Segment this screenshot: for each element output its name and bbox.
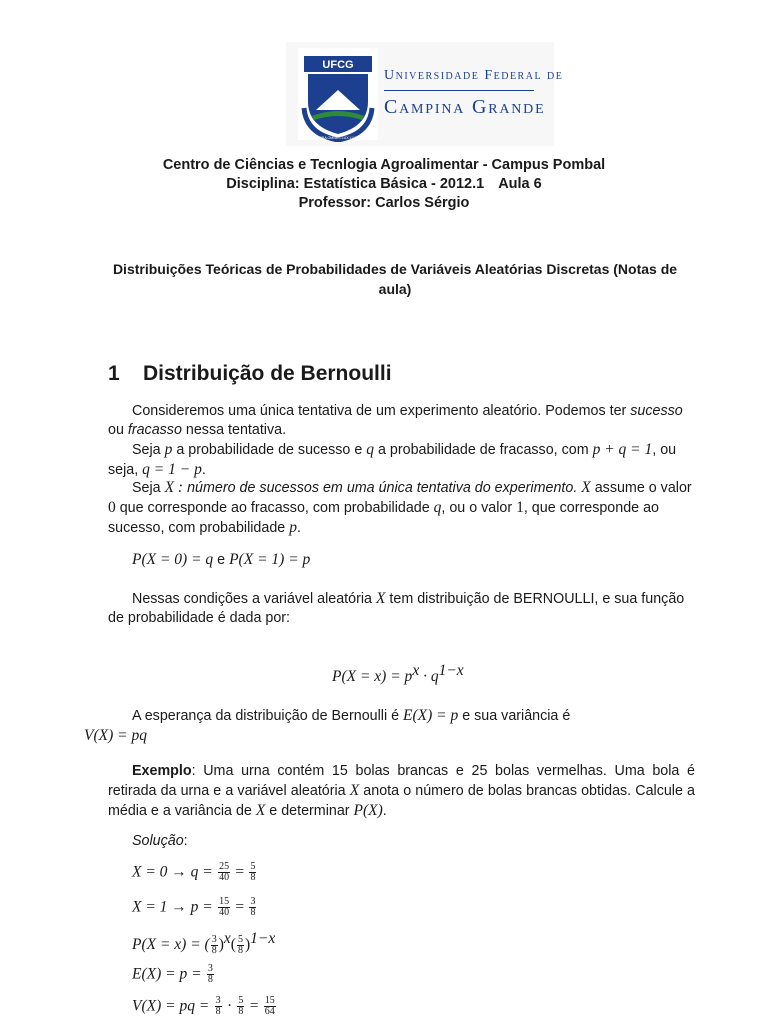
logo-line-2: Campina Grande [384, 96, 546, 118]
math: V(X) = pq = [132, 997, 210, 1015]
header-line-1: Centro de Ciências e Tecnlogia Agroalimentar - Campus Pombal [162, 157, 606, 173]
denominator: 8 [211, 944, 217, 956]
header-line-3: Professor: Carlos Sérgio [298, 195, 470, 211]
paragraph-definition-pq [108, 440, 695, 480]
header-aula: Aula 6 [498, 176, 542, 192]
section-heading [108, 362, 392, 386]
text: : Uma urna contém 15 bolas brancas e 25 bolas vermelhas. Uma bola é retirada da urna e a variável aleatória [108, 763, 695, 799]
math: · [226, 997, 233, 1015]
math: P(X = x) = ( [132, 936, 210, 954]
math: X = 0 → q = [132, 863, 213, 881]
text: , que corresponde ao sucesso, com probabilidade [108, 500, 659, 536]
header-discipline: Disciplina: Estatística Básica - 2012.1 [226, 176, 485, 192]
denominator: 40 [219, 907, 230, 918]
numerator: 3 [211, 933, 217, 945]
fraction [218, 897, 230, 918]
text: , ou seja, [108, 442, 677, 478]
math: P(X = 0) = q [132, 551, 214, 568]
numerator: 3 [207, 963, 213, 974]
denominator: 8 [237, 944, 243, 956]
fraction [207, 964, 214, 985]
math: X [375, 590, 386, 607]
text: A esperança da distribuição de Bernoulli é [132, 708, 404, 724]
solution-step-variance [132, 996, 277, 1017]
text: e [213, 552, 230, 568]
text: e determinar [265, 803, 354, 819]
math: = [235, 863, 245, 881]
fraction [211, 935, 218, 956]
equation-pmf [332, 662, 464, 686]
text: Consideremos uma única tentativa de um experimento aleatório. Podemos ter [132, 403, 631, 419]
math: = [235, 898, 245, 916]
math: P(X = 1) = p [229, 551, 311, 568]
text: a probabilidade de fracasso, com [374, 442, 593, 458]
section-number: 1 [108, 362, 120, 385]
paragraph-intro [108, 402, 695, 440]
numerator: 15 [219, 896, 230, 907]
paragraph-example [108, 762, 695, 821]
solution-step-expectation [132, 964, 215, 985]
math: q [433, 499, 442, 516]
text: e sua variância é [458, 708, 571, 724]
text: . [296, 520, 301, 536]
text: Nessas condições a variável aleatória [132, 591, 376, 607]
math: X = 1 → p = [132, 898, 213, 916]
header-line-2 [0, 175, 768, 194]
section-title: Distribuição de Bernoulli [143, 362, 392, 385]
solution-step-q [132, 862, 257, 883]
denominator: 8 [250, 907, 256, 918]
text: Seja [132, 480, 165, 496]
denominator: 64 [264, 1006, 275, 1017]
numerator: 5 [238, 995, 244, 1006]
fraction [249, 897, 256, 918]
math: V(X) = pq [84, 727, 147, 744]
math: 1 [516, 499, 524, 516]
math: = [249, 997, 259, 1015]
math: X : [164, 479, 184, 496]
text: nessa tentativa. [181, 422, 287, 438]
course-header [0, 156, 768, 213]
logo-wordmark [384, 68, 563, 119]
denominator: 8 [207, 974, 213, 985]
math: x [223, 930, 231, 947]
denominator: 40 [219, 872, 230, 883]
math: E(X) = p = [132, 965, 202, 983]
denominator: 8 [250, 872, 256, 883]
math: E(X) = p [403, 707, 459, 724]
text: ou [108, 422, 128, 438]
logo-divider [384, 90, 534, 91]
paragraph-expectation [84, 706, 695, 746]
text-emphasis: fracasso [127, 422, 182, 438]
math: ( [230, 936, 236, 954]
math: p [289, 519, 297, 536]
math: X [581, 479, 591, 496]
math: ) [218, 936, 224, 954]
text-emphasis: número de sucessos em uma única tentativa do experimento. [187, 480, 578, 496]
math: p [164, 441, 173, 458]
text: que corresponde ao fracasso, com probabilidade [115, 500, 434, 516]
text: : [183, 833, 188, 849]
fraction [215, 996, 222, 1017]
fraction [249, 862, 256, 883]
text: assume o valor [590, 480, 692, 496]
text-emphasis: Solução [132, 833, 184, 849]
numerator: 5 [237, 933, 243, 945]
logo-badge-text: UFCG [322, 59, 354, 71]
text: anota o número de bolas brancas obtidas. Calcule a média e a variância de [108, 783, 695, 819]
math: P(X = x) = p [332, 668, 413, 686]
fraction [237, 935, 244, 956]
text: Seja [132, 442, 165, 458]
fraction [218, 862, 230, 883]
text: a probabilidade de sucesso e [172, 442, 367, 458]
math: ) [244, 936, 251, 954]
logo-line-1: Universidade Federal de [384, 68, 564, 83]
solution-step-pmf [132, 930, 275, 956]
numerator: 3 [215, 995, 221, 1006]
math: P(X) [353, 802, 383, 819]
math: q [366, 441, 375, 458]
math: 1−x [438, 662, 464, 679]
math: x [412, 662, 420, 679]
paragraph-definition-x [108, 478, 695, 538]
document-title: Distribuições Teóricas de Probabilidades de Variáveis Aleatórias Discretas (Notas de aula) [112, 261, 678, 297]
university-logo [286, 42, 564, 146]
denominator: 8 [238, 1006, 244, 1017]
text: tem distribuição de BERNOULLI, e sua função de probabilidade é dada por: [108, 591, 685, 626]
paragraph-conditions [108, 589, 695, 628]
math: 1−x [250, 930, 276, 947]
numerator: 25 [219, 861, 230, 872]
ufcg-shield-icon [296, 46, 380, 142]
solution-step-p [132, 897, 257, 918]
text: . [201, 462, 206, 478]
equation-bernoulli-values [132, 551, 310, 569]
numerator: 15 [264, 995, 275, 1006]
math: p + q = 1 [592, 441, 653, 458]
text-emphasis: sucesso [630, 403, 683, 419]
numerator: 3 [250, 896, 256, 907]
denominator: 8 [215, 1006, 221, 1017]
math: 0 [108, 499, 116, 516]
math: X [349, 782, 360, 799]
math: X [255, 802, 266, 819]
math: q = 1 − p [142, 461, 202, 478]
numerator: 5 [250, 861, 256, 872]
solution-label [132, 832, 719, 851]
fraction [237, 996, 244, 1017]
fraction [264, 996, 276, 1017]
text: , ou o valor [441, 500, 517, 516]
math: · q [419, 668, 439, 686]
example-label: Exemplo [132, 763, 192, 779]
logo-motto-text: SUPRA OMNES LUX LUCES [314, 136, 362, 140]
text: . [382, 803, 387, 819]
